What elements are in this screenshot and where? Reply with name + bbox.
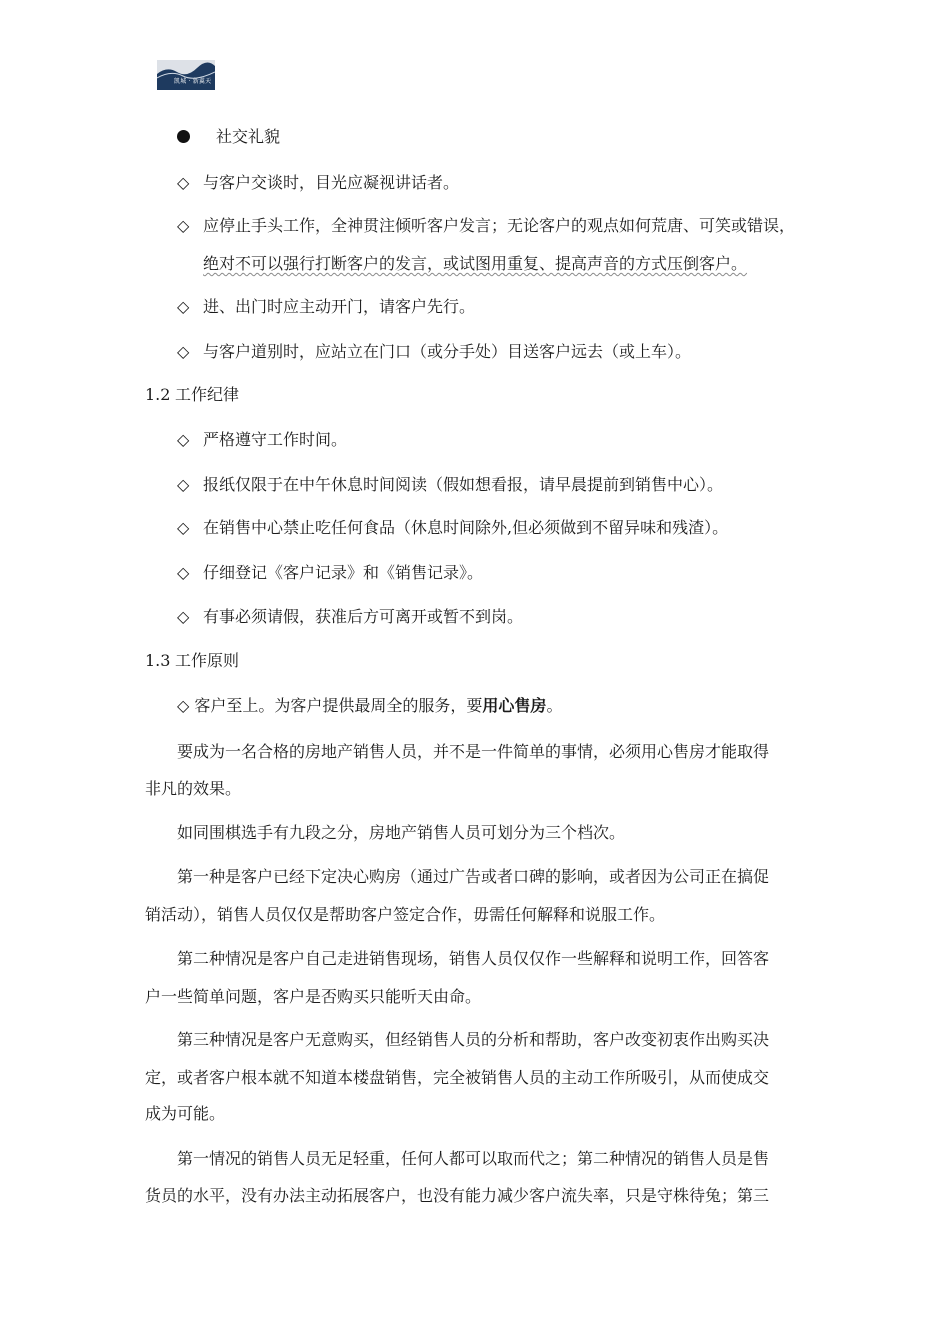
section-heading-principle xyxy=(145,651,239,671)
company-logo xyxy=(157,60,215,90)
diamond-icon: ◇ xyxy=(177,430,190,449)
diamond-icon: ◇ xyxy=(177,342,190,361)
paragraph-line: 货员的水平，没有办法主动拓展客户，也没有能力减少客户流失率，只是守株待兔；第三 xyxy=(145,1186,770,1205)
list-item: ◇ 客户至上。为客户提供最周全的服务，要用心售房。 xyxy=(177,696,563,715)
list-item: ◇ 在销售中心禁止吃任何食品（休息时间除外,但必须做到不留异味和残渣）。 xyxy=(177,518,729,537)
diamond-icon: ◇ xyxy=(177,696,190,715)
paragraph-line: 第一种是客户已经下定决心购房（通过广告或者口碑的影响，或者因为公司正在搞促 xyxy=(177,867,770,886)
list-item-continuation: 绝对不可以强行打断客户的发言，或试图用重复、提高声音的方式压倒客户。 xyxy=(203,254,748,273)
paragraph-line: 要成为一名合格的房地产销售人员，并不是一件简单的事情，必须用心售房才能取得 xyxy=(177,742,770,761)
list-item: ◇ 有事必须请假，获准后方可离开或暂不到岗。 xyxy=(177,607,524,626)
paragraph-line: 第一情况的销售人员无足轻重，任何人都可以取而代之；第二种情况的销售人员是售 xyxy=(177,1149,770,1168)
section-heading-discipline xyxy=(145,385,239,405)
section-title: 工作原则 xyxy=(175,651,240,670)
paragraph-line: 如同围棋选手有九段之分，房地产销售人员可划分为三个档次。 xyxy=(177,823,626,842)
diamond-icon: ◇ xyxy=(177,297,190,316)
diamond-icon: ◇ xyxy=(177,173,190,192)
section-title-social: 社交礼貌 xyxy=(216,127,281,146)
list-item: ◇ 应停止手头工作，全神贯注倾听客户发言；无论客户的观点如何荒唐、可笑或错误， xyxy=(177,216,796,235)
paragraph-line: 非凡的效果。 xyxy=(145,779,242,798)
list-item: ◇ 与客户交谈时，目光应凝视讲话者。 xyxy=(177,173,460,192)
logo-text: 凯城 · 新翼天 xyxy=(174,78,212,85)
diamond-icon: ◇ xyxy=(177,607,190,626)
paragraph-line: 户一些简单问题，客户是否购买只能听天由命。 xyxy=(145,987,482,1006)
diamond-icon: ◇ xyxy=(177,216,190,235)
section-number: 1.2 xyxy=(145,385,171,404)
paragraph-line: 定，或者客户根本就不知道本楼盘销售，完全被销售人员的主动工作所吸引，从而使成交 xyxy=(145,1068,770,1087)
paragraph-line: 销活动），销售人员仅仅是帮助客户签定合作，毋需任何解释和说服工作。 xyxy=(145,905,666,924)
emphasis-text: 用心售房 xyxy=(482,696,547,715)
list-item: ◇ 仔细登记《客户记录》和《销售记录》。 xyxy=(177,563,484,582)
diamond-icon: ◇ xyxy=(177,518,190,537)
paragraph-line: 第三种情况是客户无意购买，但经销售人员的分析和帮助，客户改变初衷作出购买决 xyxy=(177,1030,770,1049)
bullet-dot-icon xyxy=(177,130,190,143)
list-item: ◇ 进、出门时应主动开门，请客户先行。 xyxy=(177,297,476,316)
section-title: 工作纪律 xyxy=(175,385,240,404)
diamond-icon: ◇ xyxy=(177,475,190,494)
diamond-icon: ◇ xyxy=(177,563,190,582)
paragraph-line: 成为可能。 xyxy=(145,1104,226,1123)
list-item: ◇ 严格遵守工作时间。 xyxy=(177,430,348,449)
list-item: ◇ 与客户道别时，应站立在门口（或分手处）目送客户远去（或上车）。 xyxy=(177,342,692,361)
logo-wave-graphic xyxy=(157,60,215,90)
list-item: ◇ 报纸仅限于在中午休息时间阅读（假如想看报，请早晨提前到销售中心）。 xyxy=(177,475,724,494)
paragraph-line: 第二种情况是客户自己走进销售现场，销售人员仅仅作一些解释和说明工作，回答客 xyxy=(177,949,770,968)
section-number: 1.3 xyxy=(145,651,171,670)
